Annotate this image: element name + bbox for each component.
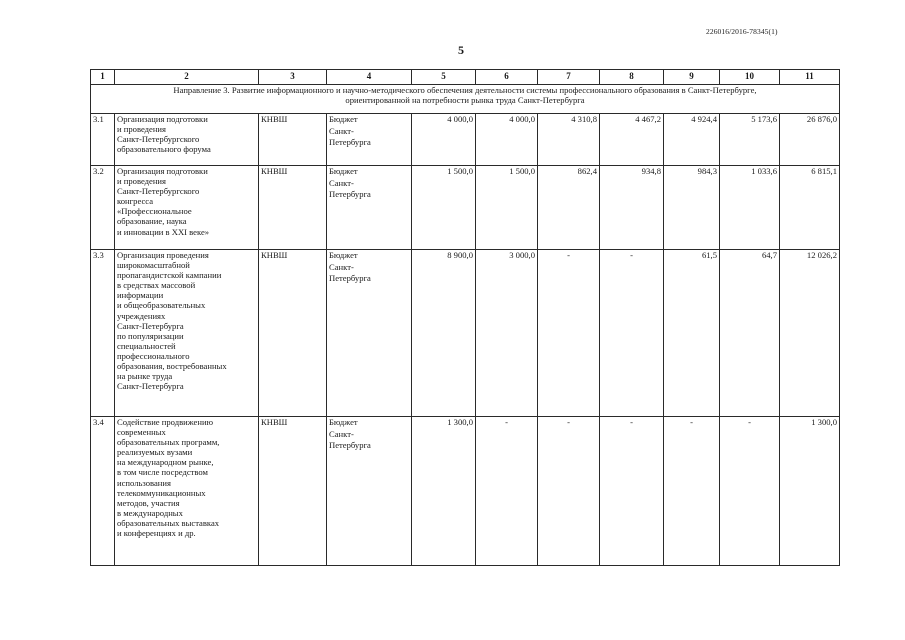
event-line: реализуемых вузами <box>117 447 193 458</box>
fund-line: Санкт- <box>329 261 354 272</box>
value-cell: 4 467,2 <box>600 114 664 166</box>
funding-source <box>327 114 412 166</box>
event-line: образовательного форума <box>117 144 211 155</box>
table-row <box>91 114 840 166</box>
executor: КНВШ <box>259 114 327 166</box>
fund-line: Петербурга <box>329 189 371 199</box>
event-line: Санкт-Петербурга <box>117 320 184 331</box>
fund-line: Петербурга <box>329 440 371 450</box>
event-line: образования, востребованных <box>117 361 227 372</box>
column-number: 1 <box>91 70 115 85</box>
column-number: 5 <box>412 70 476 85</box>
table-row <box>91 166 840 250</box>
section-heading-line: ориентированной на потребности рынка труда Санкт-Петербурга <box>345 95 585 106</box>
value-cell: 64,7 <box>720 250 780 417</box>
row-id: 3.2 <box>91 166 115 250</box>
budget-table <box>90 69 840 566</box>
column-number: 11 <box>780 70 840 85</box>
value-cell: 1 500,0 <box>476 166 538 250</box>
event-line: в международных <box>117 507 183 518</box>
event-line: специальностей <box>117 340 176 351</box>
fund-line: Бюджет <box>329 250 358 260</box>
column-number-row <box>91 70 840 85</box>
event-line: Содействие продвижению <box>117 417 213 427</box>
fund-line: Петербурга <box>329 137 371 147</box>
value-cell: 1 500,0 <box>412 166 476 250</box>
event-line: Санкт-Петербурга <box>117 381 184 392</box>
value-cell: 4 924,4 <box>664 114 720 166</box>
event-line: в средствах массовой <box>117 280 196 291</box>
event-line: использования <box>117 477 171 488</box>
event-line: Санкт-Петербургского <box>117 186 200 197</box>
row-id: 3.3 <box>91 250 115 417</box>
column-number: 6 <box>476 70 538 85</box>
event-name <box>115 114 259 166</box>
column-number: 7 <box>538 70 600 85</box>
value-cell: 3 000,0 <box>476 250 538 417</box>
funding-source <box>327 250 412 417</box>
event-line: Организация подготовки <box>117 166 208 176</box>
fund-line: Бюджет <box>329 417 358 427</box>
value-cell: 862,4 <box>538 166 600 250</box>
value-cell: 934,8 <box>600 166 664 250</box>
fund-line: Петербурга <box>329 273 371 283</box>
event-line: и проведения <box>117 124 166 135</box>
event-line: пропагандистской кампании <box>117 270 222 281</box>
event-line: в том числе посредством <box>117 467 208 478</box>
value-cell: 8 900,0 <box>412 250 476 417</box>
event-line: Санкт-Петербургского <box>117 134 200 145</box>
event-name <box>115 166 259 250</box>
value-cell: - <box>664 417 720 566</box>
value-cell: 61,5 <box>664 250 720 417</box>
funding-source <box>327 417 412 566</box>
fund-line: Санкт- <box>329 428 354 439</box>
event-line: методов, участия <box>117 497 180 508</box>
section-heading <box>91 85 840 114</box>
fund-line: Санкт- <box>329 177 354 188</box>
value-cell: - <box>476 417 538 566</box>
event-line: телекоммуникационных <box>117 487 206 498</box>
event-line: профессионального <box>117 350 190 361</box>
fund-line: Санкт- <box>329 125 354 136</box>
value-cell: - <box>600 417 664 566</box>
column-number: 9 <box>664 70 720 85</box>
value-cell: - <box>720 417 780 566</box>
total-cell: 6 815,1 <box>780 166 840 250</box>
row-id: 3.4 <box>91 417 115 566</box>
document-id: 226016/2016-78345(1) <box>706 27 778 36</box>
event-line: образовательных программ, <box>117 437 220 448</box>
column-number: 8 <box>600 70 664 85</box>
value-cell: 4 310,8 <box>538 114 600 166</box>
event-name <box>115 417 259 566</box>
value-cell: - <box>600 250 664 417</box>
value-cell: 5 173,6 <box>720 114 780 166</box>
table-row <box>91 250 840 417</box>
value-cell: 4 000,0 <box>476 114 538 166</box>
column-number: 4 <box>327 70 412 85</box>
event-line: по популяризации <box>117 330 184 341</box>
event-line: учреждениях <box>117 310 166 321</box>
value-cell: 984,3 <box>664 166 720 250</box>
total-cell: 1 300,0 <box>780 417 840 566</box>
fund-line: Бюджет <box>329 166 358 176</box>
total-cell: 26 876,0 <box>780 114 840 166</box>
value-cell: - <box>538 417 600 566</box>
page-number: 5 <box>458 43 464 57</box>
value-cell: 1 300,0 <box>412 417 476 566</box>
event-line: и общеобразовательных <box>117 300 206 311</box>
executor: КНВШ <box>259 250 327 417</box>
column-number: 3 <box>259 70 327 85</box>
event-line: на рынке труда <box>117 371 173 382</box>
total-cell: 12 026,2 <box>780 250 840 417</box>
value-cell: 4 000,0 <box>412 114 476 166</box>
event-line: и конференциях и др. <box>117 528 196 539</box>
event-line: широкомасштабной <box>117 260 190 271</box>
event-line: современных <box>117 427 166 438</box>
event-line: информации <box>117 290 164 301</box>
value-cell: 1 033,6 <box>720 166 780 250</box>
table-row <box>91 417 840 566</box>
section-heading-line: Направление 3. Развитие информационного и научно-методического обеспечения деятельности системы профессионального образования в Санкт-Петербурге, <box>173 85 757 95</box>
row-id: 3.1 <box>91 114 115 166</box>
event-line: образование, наука <box>117 216 187 227</box>
event-line: «Профессиональное <box>117 206 192 217</box>
executor: КНВШ <box>259 417 327 566</box>
section-heading-row <box>91 85 840 114</box>
event-line: Организация проведения <box>117 250 209 260</box>
event-line: и проведения <box>117 176 166 187</box>
event-line: на международном рынке, <box>117 457 214 468</box>
column-number: 2 <box>115 70 259 85</box>
event-line: образовательных выставках <box>117 517 220 528</box>
event-line: Организация подготовки <box>117 114 208 124</box>
event-name <box>115 250 259 417</box>
event-line: конгресса <box>117 196 154 207</box>
fund-line: Бюджет <box>329 114 358 124</box>
event-line: и инновации в XXI веке» <box>117 226 210 237</box>
value-cell: - <box>538 250 600 417</box>
column-number: 10 <box>720 70 780 85</box>
executor: КНВШ <box>259 166 327 250</box>
funding-source <box>327 166 412 250</box>
